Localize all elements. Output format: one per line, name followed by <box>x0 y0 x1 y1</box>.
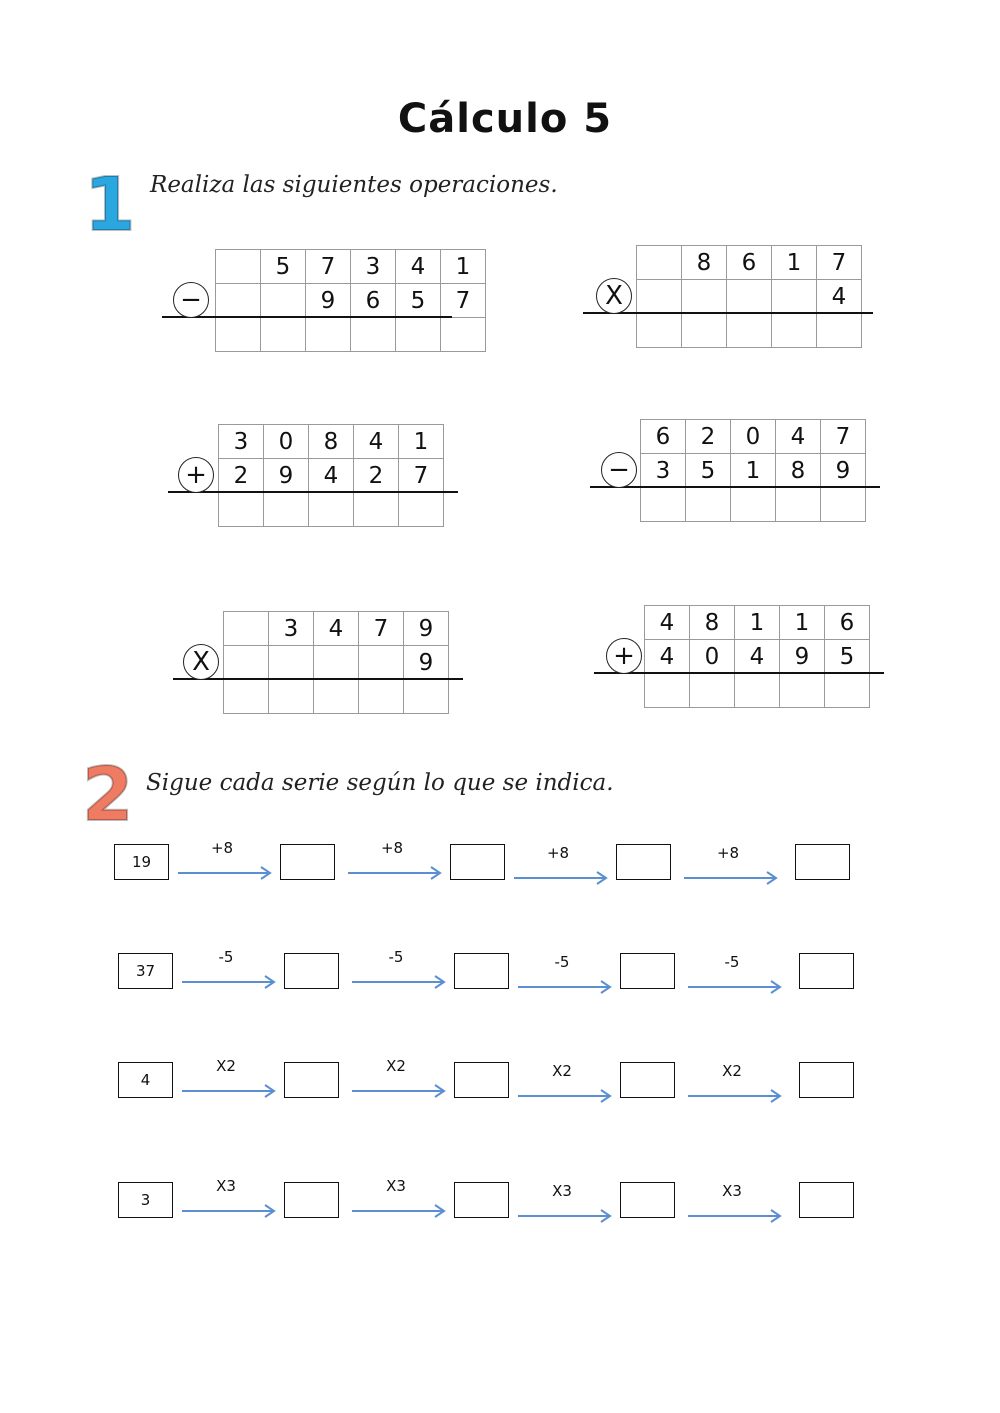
digit-cell: 0 <box>730 419 776 454</box>
answer-cell[interactable] <box>816 313 862 348</box>
digit-cell: 1 <box>779 605 825 640</box>
digit-cell <box>215 283 261 318</box>
answer-cell[interactable] <box>689 673 735 708</box>
series-answer-box[interactable] <box>454 1062 509 1098</box>
arrow-icon <box>684 871 778 885</box>
answer-cell[interactable] <box>403 679 449 714</box>
digit-cell: 6 <box>350 283 396 318</box>
digit-cell: 0 <box>263 424 309 459</box>
answer-cell[interactable] <box>681 313 727 348</box>
series-answer-box[interactable] <box>799 1182 854 1218</box>
series-step-label: X2 <box>722 1062 742 1080</box>
digit-cell: 7 <box>398 458 444 493</box>
series-step-label: +8 <box>716 844 740 862</box>
series-answer-box[interactable] <box>620 1182 675 1218</box>
digit-cell: 6 <box>824 605 870 640</box>
answer-cell[interactable] <box>398 492 444 527</box>
operation-line <box>594 672 884 674</box>
series-step-label: X3 <box>552 1182 572 1200</box>
arrow-icon <box>352 1084 446 1098</box>
series-step-label: +8 <box>210 839 234 857</box>
digit-cell <box>358 645 404 680</box>
section-number-badge: 2 <box>82 752 134 838</box>
series-answer-box[interactable] <box>620 953 675 989</box>
answer-cell[interactable] <box>350 317 396 352</box>
digit-cell: 1 <box>734 605 780 640</box>
series-start-box: 37 <box>118 953 173 989</box>
series-start-box: 3 <box>118 1182 173 1218</box>
arrow-icon <box>348 866 442 880</box>
answer-cell[interactable] <box>771 313 817 348</box>
arrow-icon <box>688 1089 782 1103</box>
answer-cell[interactable] <box>263 492 309 527</box>
series-start-box: 4 <box>118 1062 173 1098</box>
answer-cell[interactable] <box>820 487 866 522</box>
operation-sign: + <box>606 638 642 674</box>
digit-cell: 7 <box>358 611 404 646</box>
digit-cell: 1 <box>440 249 486 284</box>
digit-cell: 4 <box>644 639 690 674</box>
digit-cell: 2 <box>353 458 399 493</box>
series-step-label: +8 <box>546 844 570 862</box>
series-answer-box[interactable] <box>454 953 509 989</box>
digit-cell <box>681 279 727 314</box>
arrow-icon <box>518 980 612 994</box>
arrow-icon <box>352 975 446 989</box>
section-number-badge: 1 <box>84 162 136 248</box>
answer-cell[interactable] <box>824 673 870 708</box>
answer-cell[interactable] <box>734 673 780 708</box>
operation-line <box>173 678 463 680</box>
digit-cell: 4 <box>308 458 354 493</box>
series-answer-box[interactable] <box>284 1182 339 1218</box>
digit-cell: 8 <box>308 424 354 459</box>
digit-cell: 3 <box>640 453 686 488</box>
answer-cell[interactable] <box>640 487 686 522</box>
answer-cell[interactable] <box>395 317 441 352</box>
arrow-icon <box>688 1209 782 1223</box>
digit-cell: 8 <box>775 453 821 488</box>
series-answer-box[interactable] <box>284 953 339 989</box>
series-answer-box[interactable] <box>616 844 671 880</box>
digit-cell <box>223 611 269 646</box>
arrow-icon <box>688 980 782 994</box>
digit-cell <box>223 645 269 680</box>
section-instruction: Sigue cada serie según lo que se indica. <box>146 770 614 796</box>
answer-cell[interactable] <box>775 487 821 522</box>
answer-cell[interactable] <box>358 679 404 714</box>
series-step-label: -5 <box>554 953 570 971</box>
digit-cell: 7 <box>820 419 866 454</box>
answer-cell[interactable] <box>685 487 731 522</box>
series-answer-box[interactable] <box>450 844 505 880</box>
digit-cell: 1 <box>398 424 444 459</box>
series-step-label: +8 <box>380 839 404 857</box>
digit-cell: 4 <box>775 419 821 454</box>
operation-line <box>583 312 873 314</box>
operation-sign: + <box>178 457 214 493</box>
series-answer-box[interactable] <box>280 844 335 880</box>
series-step-label: X2 <box>552 1062 572 1080</box>
arrow-icon <box>514 871 608 885</box>
digit-cell: 3 <box>350 249 396 284</box>
digit-cell: 0 <box>689 639 735 674</box>
digit-cell: 7 <box>440 283 486 318</box>
series-answer-box[interactable] <box>454 1182 509 1218</box>
series-step-label: -5 <box>388 948 404 966</box>
answer-cell[interactable] <box>440 317 486 352</box>
digit-cell <box>771 279 817 314</box>
digit-cell: 4 <box>395 249 441 284</box>
answer-cell[interactable] <box>313 679 359 714</box>
digit-cell: 9 <box>820 453 866 488</box>
section-instruction: Realiza las siguientes operaciones. <box>150 172 558 198</box>
digit-cell: 9 <box>403 645 449 680</box>
digit-cell <box>726 279 772 314</box>
digit-cell: 6 <box>726 245 772 280</box>
operation-sign: − <box>601 452 637 488</box>
digit-cell: 5 <box>824 639 870 674</box>
digit-cell: 8 <box>681 245 727 280</box>
digit-cell: 5 <box>685 453 731 488</box>
operation-sign: X <box>183 644 219 680</box>
digit-cell <box>636 245 682 280</box>
arrow-icon <box>178 866 272 880</box>
series-answer-box[interactable] <box>284 1062 339 1098</box>
arrow-icon <box>182 1084 276 1098</box>
digit-cell: 4 <box>644 605 690 640</box>
arrow-icon <box>518 1209 612 1223</box>
answer-cell[interactable] <box>260 317 306 352</box>
digit-cell: 2 <box>218 458 264 493</box>
digit-cell: 9 <box>403 611 449 646</box>
answer-cell[interactable] <box>308 492 354 527</box>
answer-cell[interactable] <box>730 487 776 522</box>
arrow-icon <box>182 975 276 989</box>
digit-cell: 4 <box>313 611 359 646</box>
series-step-label: -5 <box>218 948 234 966</box>
arrow-icon <box>352 1204 446 1218</box>
series-step-label: -5 <box>724 953 740 971</box>
digit-cell: 4 <box>734 639 780 674</box>
series-step-label: X3 <box>386 1177 406 1195</box>
digit-cell: 9 <box>779 639 825 674</box>
digit-cell: 4 <box>353 424 399 459</box>
digit-cell <box>636 279 682 314</box>
series-answer-box[interactable] <box>799 1062 854 1098</box>
digit-cell: 3 <box>218 424 264 459</box>
answer-cell[interactable] <box>223 679 269 714</box>
digit-cell: 2 <box>685 419 731 454</box>
digit-cell: 1 <box>730 453 776 488</box>
digit-cell: 4 <box>816 279 862 314</box>
answer-cell[interactable] <box>305 317 351 352</box>
digit-cell <box>268 645 314 680</box>
answer-cell[interactable] <box>636 313 682 348</box>
answer-cell[interactable] <box>218 492 264 527</box>
operation-sign: X <box>596 278 632 314</box>
series-step-label: X2 <box>386 1057 406 1075</box>
series-answer-box[interactable] <box>799 953 854 989</box>
digit-cell: 8 <box>689 605 735 640</box>
arrow-icon <box>182 1204 276 1218</box>
series-step-label: X3 <box>216 1177 236 1195</box>
digit-cell: 9 <box>263 458 309 493</box>
answer-cell[interactable] <box>644 673 690 708</box>
answer-cell[interactable] <box>353 492 399 527</box>
answer-cell[interactable] <box>268 679 314 714</box>
digit-cell: 6 <box>640 419 686 454</box>
series-step-label: X2 <box>216 1057 236 1075</box>
answer-cell[interactable] <box>779 673 825 708</box>
series-step-label: X3 <box>722 1182 742 1200</box>
answer-cell[interactable] <box>215 317 261 352</box>
digit-cell: 1 <box>771 245 817 280</box>
arrow-icon <box>518 1089 612 1103</box>
digit-cell: 7 <box>305 249 351 284</box>
operation-line <box>590 486 880 488</box>
digit-cell: 9 <box>305 283 351 318</box>
operation-sign: − <box>173 282 209 318</box>
series-answer-box[interactable] <box>795 844 850 880</box>
digit-cell: 5 <box>395 283 441 318</box>
series-start-box: 19 <box>114 844 169 880</box>
page-title: Cálculo 5 <box>397 96 613 142</box>
operation-line <box>162 316 452 318</box>
digit-cell: 7 <box>816 245 862 280</box>
answer-cell[interactable] <box>726 313 772 348</box>
digit-cell <box>215 249 261 284</box>
digit-cell: 5 <box>260 249 306 284</box>
series-answer-box[interactable] <box>620 1062 675 1098</box>
operation-line <box>168 491 458 493</box>
digit-cell <box>313 645 359 680</box>
digit-cell <box>260 283 306 318</box>
digit-cell: 3 <box>268 611 314 646</box>
